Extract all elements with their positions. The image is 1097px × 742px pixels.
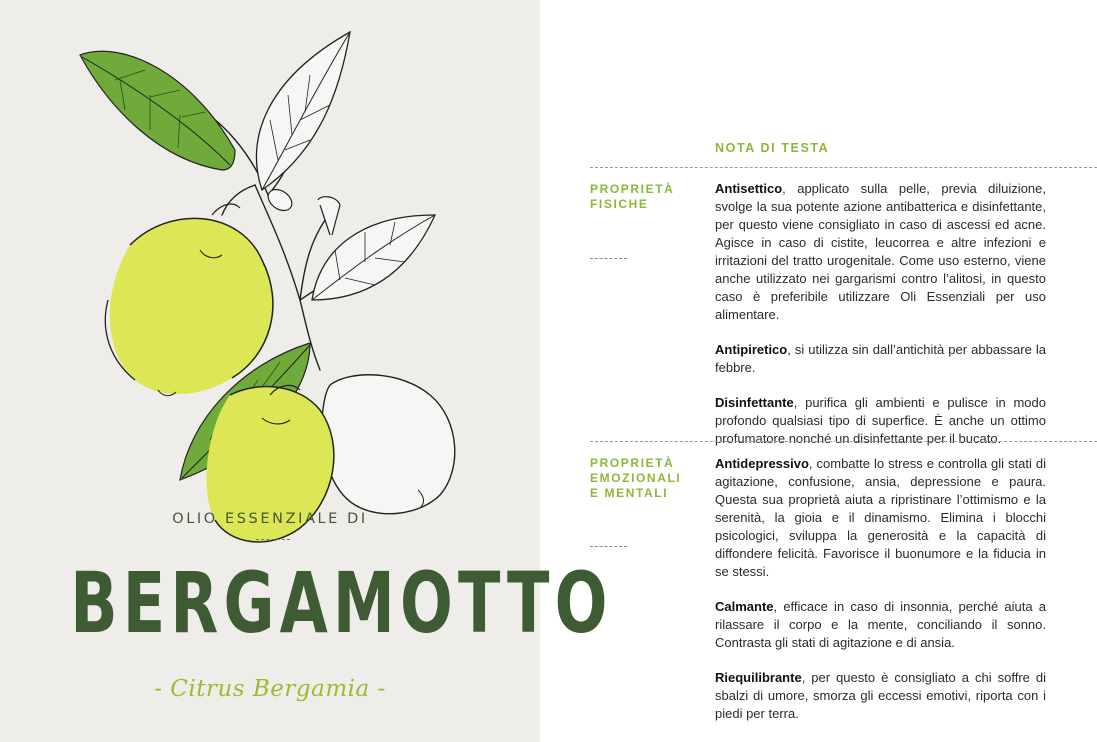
properties-panel (540, 0, 1080, 742)
property-term: Riequilibrante (715, 670, 802, 685)
category-label-line: E MENTALI (590, 486, 669, 500)
category-label-line: PROPRIETÀ (590, 456, 675, 470)
category-label-line: PROPRIETÀ (590, 182, 675, 196)
bergamot-branch-illustration-icon (0, 0, 540, 560)
product-subtitle: OLIO ESSENZIALE DI (172, 511, 368, 527)
property-term: Calmante (715, 599, 774, 614)
property-item (715, 598, 1046, 652)
section-body-emotional (715, 455, 1046, 723)
property-term: Antisettico (715, 181, 783, 196)
subtitle-divider (256, 539, 290, 540)
property-term: Antidepressivo (715, 456, 809, 471)
category-label-line: EMOZIONALI (590, 471, 682, 485)
category-divider (590, 546, 627, 547)
category-label-physical (590, 182, 674, 212)
section-divider (590, 167, 1097, 168)
property-item (715, 669, 1046, 723)
property-term: Antipiretico (715, 342, 788, 357)
property-text: , purifica gli ambienti e pulisce in modo profondo qualsiasi tipo di superfice. È anche un ottimo profumatore nonché un disinfettante per il bucato. (715, 395, 1046, 446)
category-label-emotional (590, 456, 681, 501)
property-text: , efficace in caso di insonnia, perché aiuta a rilassare il corpo e la mente, conciliando il sonno. Contrasta gli stati di agitazione e di ansia. (715, 599, 1046, 650)
property-term: Disinfettante (715, 395, 794, 410)
botanical-name: - Citrus Bergamia - (154, 676, 386, 702)
category-divider (590, 258, 627, 259)
section-body-physical (715, 180, 1046, 448)
property-text: , si utilizza sin dall’antichità per abbassare la febbre. (715, 342, 1046, 375)
property-item (715, 341, 1046, 377)
section-divider (590, 441, 1097, 442)
category-label-line: FISICHE (590, 197, 649, 211)
property-text: , applicato sulla pelle, previa diluizione, svolge la sua potente azione antibatterica e disinfettante, per questo viene consigliato in caso di ascessi ed acne. Agisce in caso di cistite, leucorrea e altre infezioni e irritazioni del tratto urogenitale. Come uso esterno, viene anche utilizzato nei gargarismi contro l’alitosi, in questo caso è preferibile utilizzare Oli Essenziali per uso alimentare. (715, 181, 1046, 322)
property-text: , per questo è consigliato a chi soffre di sbalzi di umore, smorza gli eccessi emotivi, riporta con i piedi per terra. (715, 670, 1046, 721)
property-item (715, 394, 1046, 448)
property-text: , combatte lo stress e controlla gli stati di agitazione, confusione, ansia, depressione e paura. Questa sua proprietà aiuta a ripristinare l’ottimismo e la serenità, la gioia e il dinamismo. Elimina i blocchi psicologici, sviluppa la generosità e la capacità di diffondere felicità. Favorisce il buonumore e la fiducia in se stessi. (715, 456, 1046, 579)
property-item (715, 180, 1046, 324)
property-item (715, 455, 1046, 581)
product-title: BERGAMOTTO (70, 554, 613, 652)
note-heading: NOTA DI TESTA (715, 141, 830, 155)
